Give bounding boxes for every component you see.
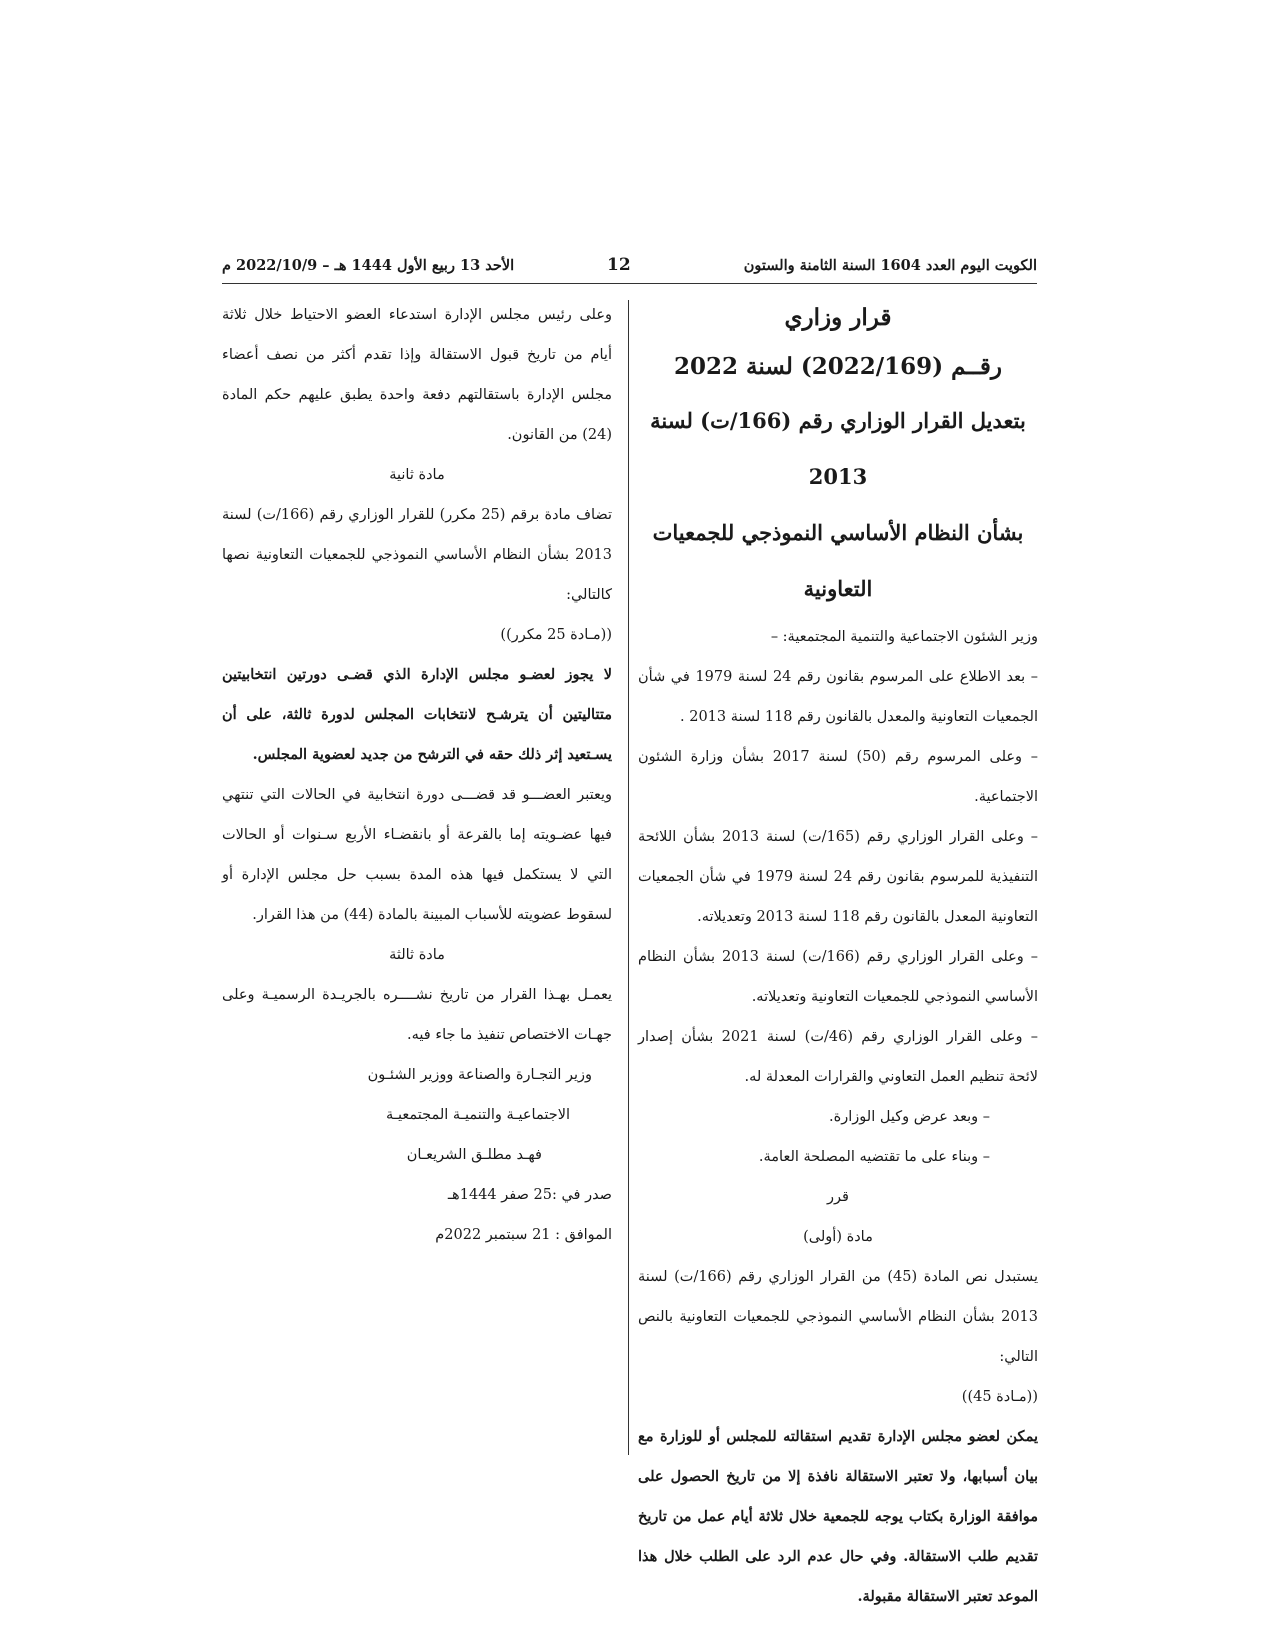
article-2-title: مادة ثانية [389, 467, 445, 483]
signature-title-1: وزير التجـارة والصناعة ووزير الشئـون [367, 1067, 592, 1083]
right-column [638, 295, 1038, 1617]
article-45-continuation: وعلى رئيس مجلس الإدارة استدعاء العضو الاحتياط خلال ثلاثة أيام من تاريخ قبول الاستقالة وإذا تقدم أكثر من نصف أعضاء مجلس الإدارة باستقالتهم دفعة واحدة يطبق عليهم حكم المادة (24) من القانون. [222, 307, 612, 443]
issued-gregorian: الموافق : 21 سبتمبر 2022م [435, 1227, 612, 1243]
article-2-text: تضاف مادة برقم (25 مكرر) للقرار الوزاري رقم (166/ت) لسنة 2013 بشأن النظام الأساسي النموذجي للجمعيات التعاونية نصها كالتالي: [222, 507, 613, 603]
decision-subject-2: بشأن النظام الأساسي النموذجي للجمعيات التعاونية [652, 520, 1024, 601]
left-column [222, 295, 612, 1255]
issued-hijri: صدر في :25 صفر 1444هـ [447, 1187, 612, 1203]
article-25-bis-title: ((مـادة 25 مكرر)) [500, 627, 612, 643]
decision-subject-1: بتعديل القرار الوزاري رقم (166/ت) لسنة 2013 [650, 408, 1026, 489]
article-3-text: يعمـل بهـذا القرار من تاريخ نشــــره بالجريـدة الرسميـة وعلى جهـات الاختصاص تنفيذ ما جاء فيه. [222, 987, 612, 1043]
preamble-item: – وبناء على ما تقتضيه المصلحة العامة. [758, 1149, 990, 1165]
article-3-title: مادة ثالثة [389, 947, 445, 963]
article-25-bis-text-1: لا يجوز لعضـو مجلس الإدارة الذي قضـى دورتين انتخابيتين متتاليتين أن يترشـح لانتخابات المجلس لدورة ثالثة، على أن يسـتعيد إثر ذلك حقه في الترشح من جديد لعضوية المجلس. [222, 666, 612, 763]
article-25-bis-text-2: ويعتبر العضـــو قد قضـــى دورة انتخابية في الحالات التي تنتهي فيها عضـويته إما بالقرعة أو بانقضـاء الأربع سـنوات أو الحالات التي لا يستكمل فيها هذه المدة بسبب حل مجلس الإدارة أو لسقوط عضويته للأسباب المبينة بالمادة (44) من هذا القرار. [222, 787, 612, 923]
decided-label: قرر [827, 1189, 849, 1205]
article-1-title: مادة (أولى) [803, 1229, 873, 1245]
decision-heading: قرار وزاري [784, 304, 892, 331]
page-header [222, 257, 1037, 279]
publication-info: الكويت اليوم العدد 1604 السنة الثامنة والستون [743, 257, 1037, 274]
preamble-item: – وعلى المرسوم رقم (50) لسنة 2017 بشأن وزارة الشئون الاجتماعية. [638, 749, 1038, 805]
preamble-item: – وعلى القرار الوزاري رقم (166/ت) لسنة 2013 بشأن النظام الأساسي النموذجي للجمعيات التعاونية وتعديلاته. [638, 949, 1038, 1005]
preamble-item: – وعلى القرار الوزاري رقم (165/ت) لسنة 2013 بشأن اللائحة التنفيذية للمرسوم بقانون رقم 24 لسنة 1979 في شأن الجمعيات التعاونية المعدل بالقانون رقم 118 لسنة 2013 وتعديلاته. [638, 829, 1038, 925]
preamble-item: – وبعد عرض وكيل الوزارة. [829, 1109, 990, 1125]
preamble-item: – وعلى القرار الوزاري رقم (46/ت) لسنة 2021 بشأن إصدار لائحة تنظيم العمل التعاوني والقرارات المعدلة له. [638, 1029, 1038, 1085]
minister-intro: وزير الشئون الاجتماعية والتنمية المجتمعية: – [770, 629, 1038, 645]
article-45-title: ((مـادة 45)) [961, 1389, 1038, 1405]
decision-number: رقــم (2022/169) لسنة 2022 [674, 353, 1002, 380]
column-divider [628, 300, 629, 1455]
signature-name: فهـد مطلـق الشريعـان [406, 1147, 542, 1163]
article-45-text: يمكن لعضو مجلس الإدارة تقديم استقالته للمجلس أو للوزارة مع بيان أسبابها، ولا تعتبر الاستقالة نافذة إلا من تاريخ الحصول على موافقة الوزارة بكتاب يوجه للجمعية خلال ثلاثة أيام عمل من تاريخ تقديم طلب الاستقالة. وفي حال عدم الرد على الطلب خلال هذا الموعد تعتبر الاستقالة مقبولة. [638, 1428, 1038, 1605]
issue-date: الأحد 13 ربيع الأول 1444 هـ – 2022/10/9 م [222, 257, 515, 274]
page-number: 12 [607, 255, 631, 275]
preamble-item: – بعد الاطلاع على المرسوم بقانون رقم 24 لسنة 1979 في شأن الجمعيات التعاونية والمعدل بالقانون رقم 118 لسنة 2013 . [638, 669, 1038, 725]
signature-title-2: الاجتماعيـة والتنميـة المجتمعيـة [385, 1107, 570, 1123]
header-divider [222, 283, 1037, 284]
article-1-text: يستبدل نص المادة (45) من القرار الوزاري رقم (166/ت) لسنة 2013 بشأن النظام الأساسي النموذجي للجمعيات التعاونية بالنص التالي: [638, 1269, 1038, 1365]
